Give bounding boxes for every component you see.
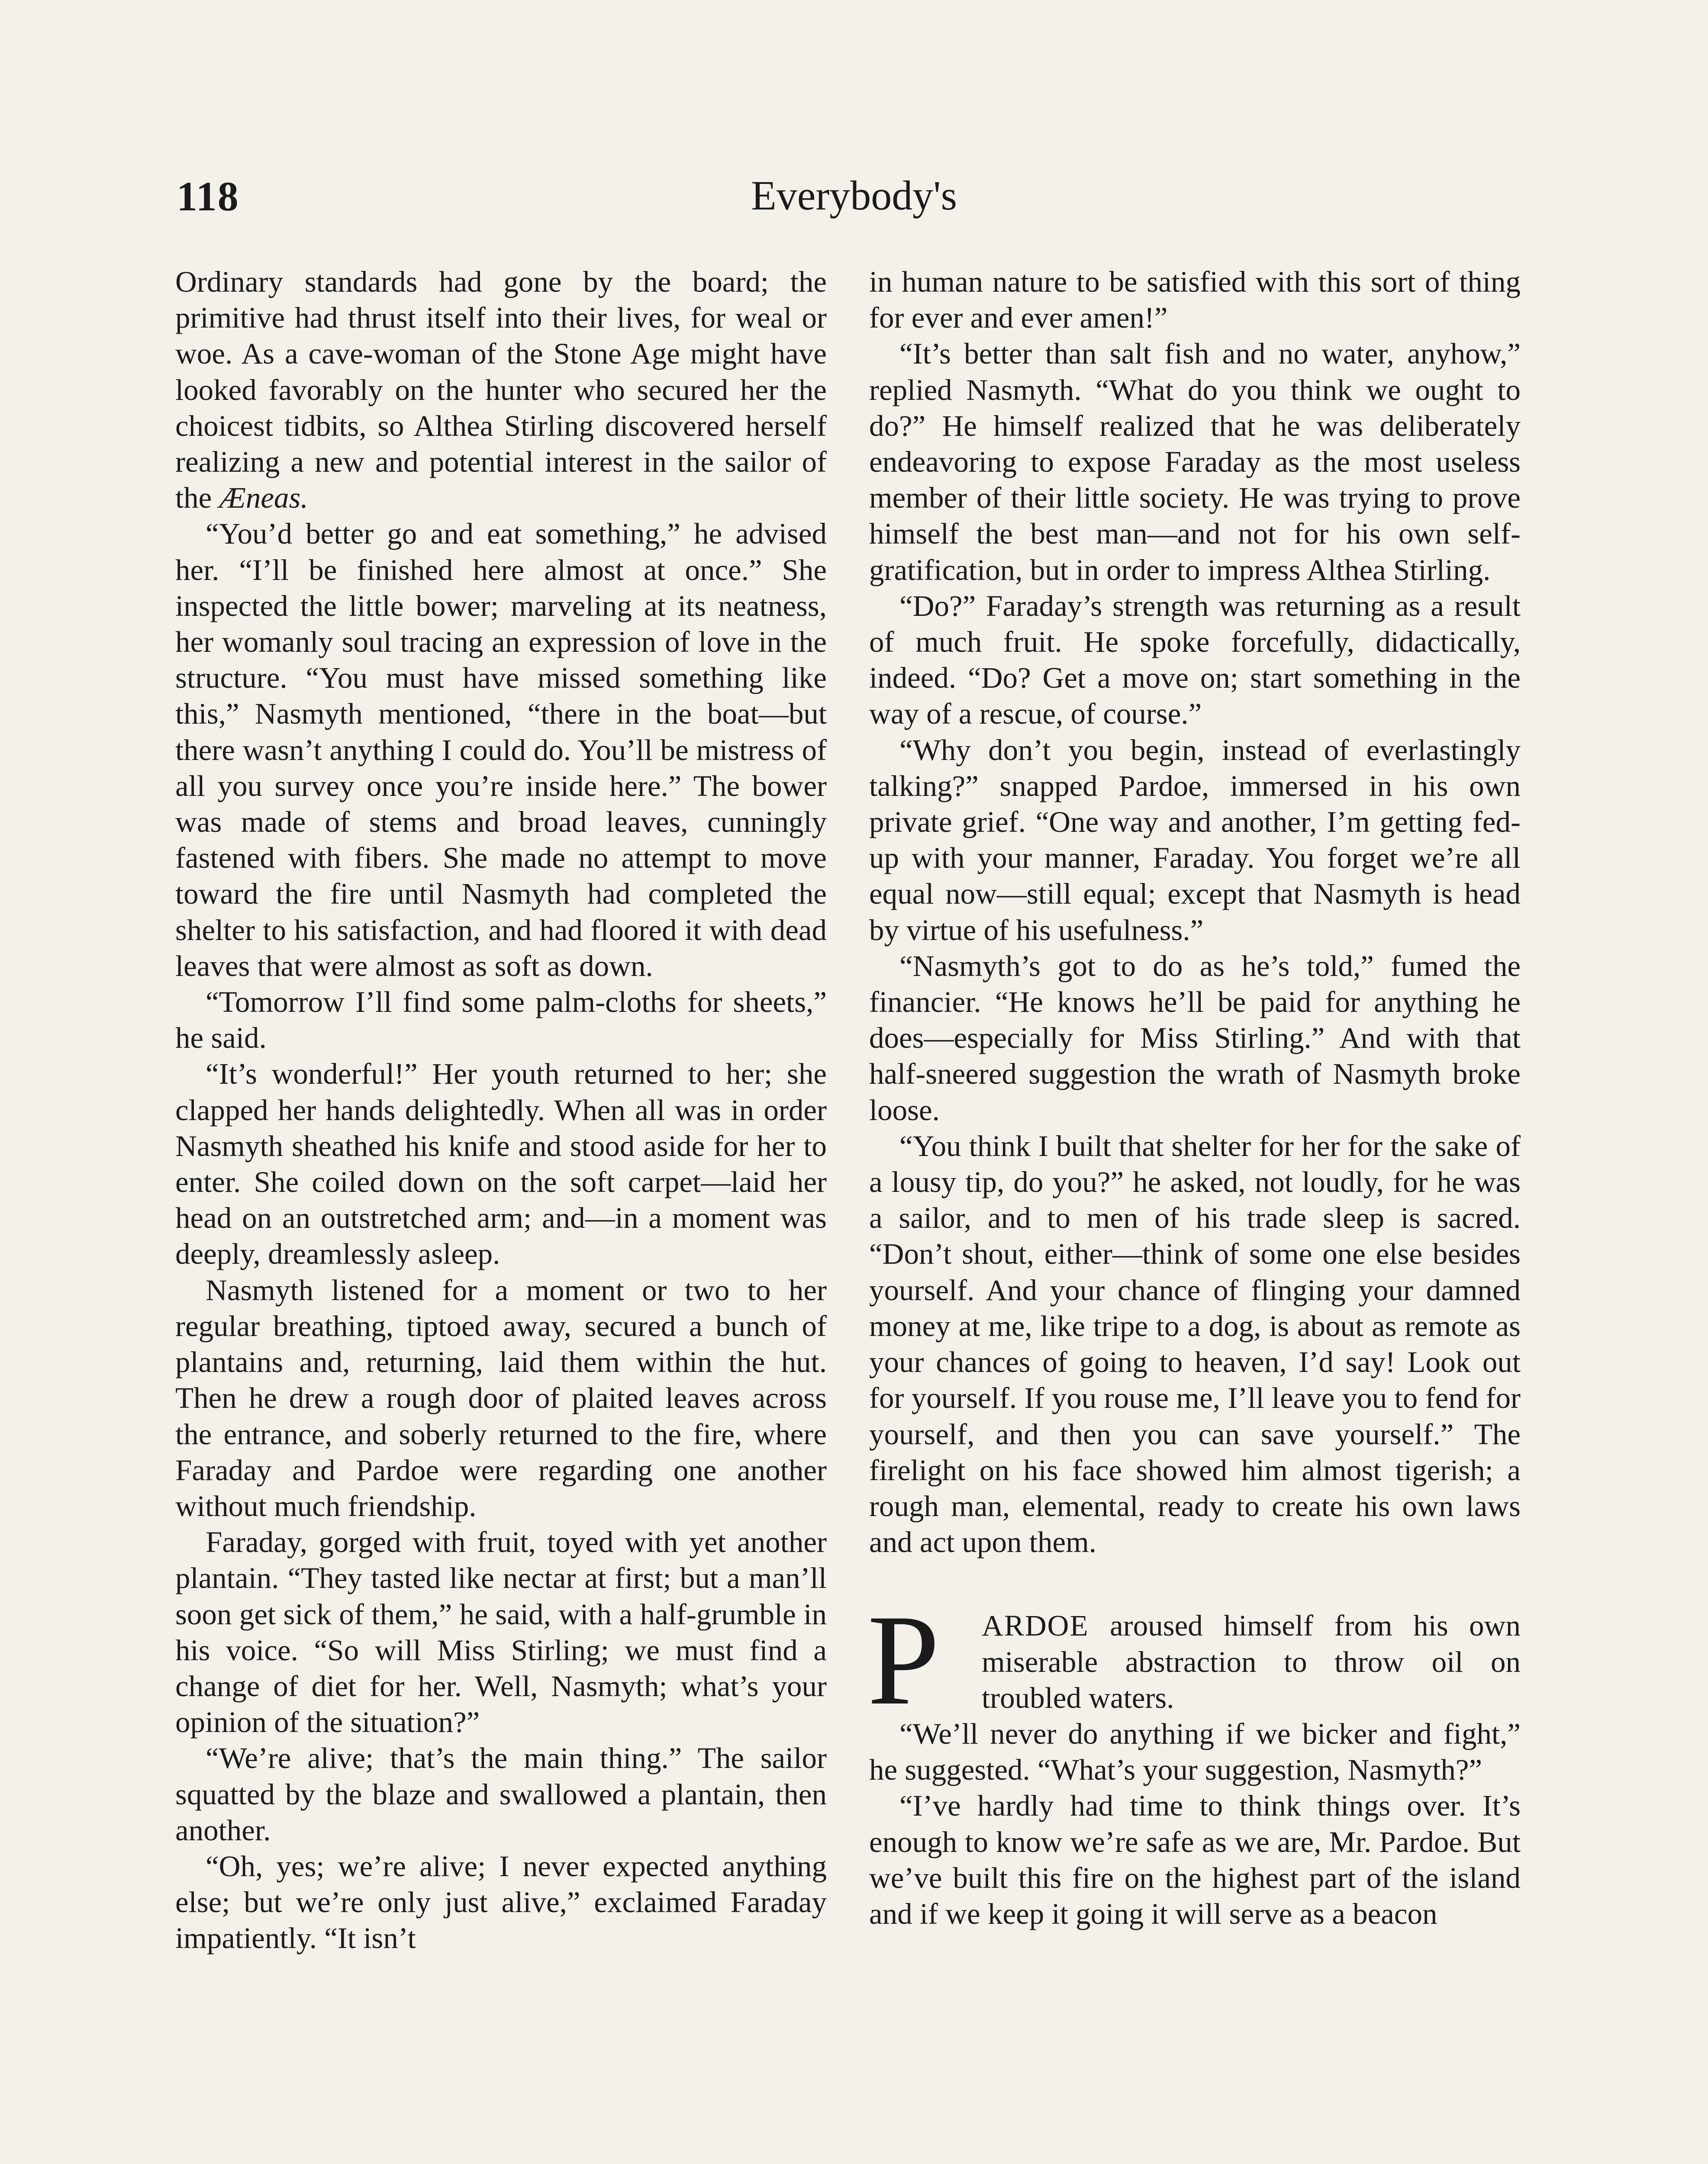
paragraph: “Do?” Faraday’s strength was returning as a result of much fruit. He spoke forcefully, didactically, indeed. “Do? Get a move on; start something in the way of a rescue, of course.” [869, 589, 1521, 731]
paragraph: “You’d better go and eat something,” he advised her. “I’ll be finished here almost at once.” She inspected the little bower; marveling at its neatness, her womanly soul tracing an expression of love in the structure. “You must have missed something like this,” Nasmyth mentioned, “there in the boat—but there wasn’t anything I could do. You’ll be mistress of all you survey once you’re inside here.” The bower was made of stems and broad leaves, cunningly fastened with fibers. She made no attempt to move toward the fire until Nasmyth had completed the shelter to his satisfaction, and had floored it with dead leaves that were almost as soft as down. [175, 517, 827, 982]
page-number: 118 [177, 173, 239, 219]
paragraph: “Oh, yes; we’re alive; I never expected anything else; but we’re only just alive,” exclaimed Faraday impatiently. “It isn’t [175, 1849, 827, 1955]
ship-name: Æneas. [219, 481, 308, 515]
paragraph [175, 264, 827, 516]
drop-cap: P [867, 1588, 940, 1732]
paragraph: “It’s wonderful!” Her youth returned to her; she clapped her hands delightedly. When all was in order Nasmyth sheathed his knife and stood aside for her to enter. She coiled down on the soft carpet—laid her head on an outstretched arm; and—in a moment was deeply, dreamlessly asleep. [175, 1057, 827, 1271]
paragraph: Faraday, gorged with fruit, toyed with yet another plantain. “They tasted like nectar at first; but a man’ll soon get sick of them,” he said, with a half-grumble in his voice. “So will Miss Stirling; we must find a change of diet for her. Well, Nasmyth; what’s your opinion of the situation?” [175, 1526, 827, 1739]
dropcap-paragraph [867, 1588, 1521, 1732]
paragraph: “Why don’t you begin, instead of everlastingly talking?” snapped Pardoe, immersed in his own private grief. “One way and another, I’m getting fed-up with your manner, Faraday. You forget we’re all equal now—still equal; except that Nasmyth is head by virtue of his usefulness.” [869, 733, 1521, 947]
paragraph: in human nature to be satisfied with this sort of thing for ever and ever amen!” [869, 265, 1521, 335]
running-head: Everybody's [751, 172, 957, 219]
paragraph: “I’ve hardly had time to think things over. It’s enough to know we’re safe as we are, Mr. Pardoe. But we’ve built this fire on the highest part of the island and if we keep it going it will serve as a beacon [869, 1789, 1521, 1930]
paragraph-text: aroused himself from his own miserable abstraction to throw oil on troubled waters. [982, 1609, 1521, 1714]
right-column [869, 264, 1521, 1932]
paragraph: “It’s better than salt fish and no water, anyhow,” replied Nasmyth. “What do you think we ought to do?” He himself realized that he was deliberately endeavoring to expose Faraday as the most useless member of their little society. He was trying to prove himself the best man—and not for his own self-gratification, but in order to impress Althea Stirling. [869, 337, 1521, 586]
smallcaps-name: ARDOE [982, 1609, 1089, 1642]
paragraph: Nasmyth listened for a moment or two to her regular breathing, tiptoed away, secured a bunch of plantains and, returning, laid them within the hut. Then he drew a rough door of plaited leaves across the entrance, and soberly returned to the fire, where Faraday and Pardoe were regarding one another without much friendship. [175, 1273, 827, 1523]
paragraph: “We’ll never do anything if we bicker and fight,” he suggested. “What’s your suggestion, Nasmyth?” [869, 1717, 1521, 1787]
paragraph: “We’re alive; that’s the main thing.” The sailor squatted by the blaze and swallowed a plantain, then another. [175, 1742, 827, 1847]
paragraph: “You think I built that shelter for her for the sake of a lousy tip, do you?” he asked, not loudly, for he was a sailor, and to men of his trade sleep is sacred. “Don’t shout, either—think of some one else besides yourself. And your chance of flinging your damned money at me, like tripe to a dog, is about as remote as your chances of going to heaven, I’d say! Look out for yourself. If you rouse me, I’ll leave you to fend for yourself, and then you can save yourself.” The firelight on his face showed him almost tigerish; a rough man, elemental, ready to create his own laws and act upon them. [869, 1129, 1521, 1559]
paragraph-text: Ordinary standards had gone by the board; the primitive had thrust itself into their lives, for weal or woe. As a cave-woman of the Stone Age might have looked favorably on the hunter who secured her the choicest tidbits, so Althea Stirling discovered herself realizing a new and potential interest in the sailor of the [175, 265, 827, 515]
section-break [869, 1560, 1521, 1608]
paragraph: “Nasmyth’s got to do as he’s told,” fumed the financier. “He knows he’ll be paid for anything he does—especially for Miss Stirling.” And with that half-sneered suggestion the wrath of Nasmyth broke loose. [869, 949, 1521, 1127]
left-column [175, 264, 827, 1957]
paragraph: “Tomorrow I’ll find some palm-cloths for sheets,” he said. [175, 985, 827, 1055]
